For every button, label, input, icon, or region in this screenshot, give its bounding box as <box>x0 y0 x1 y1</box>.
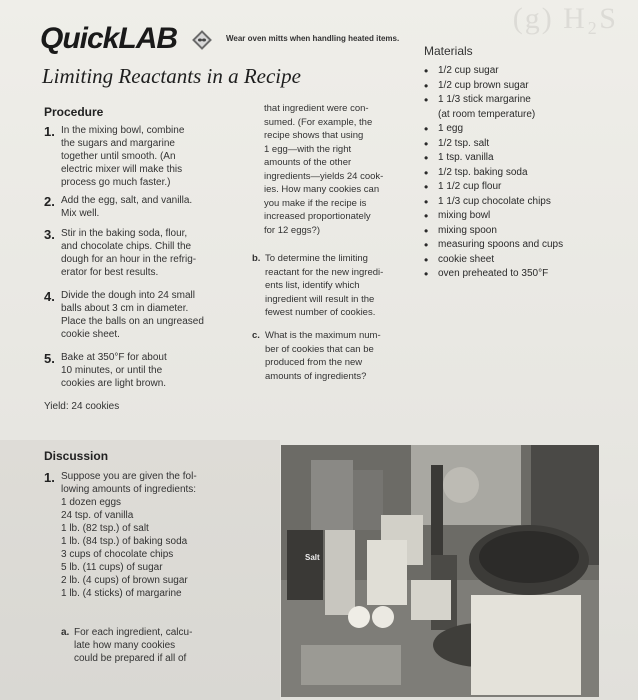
faded-background-text-icon: (g) H₂S <box>512 2 618 35</box>
salt-label: Salt <box>305 553 320 562</box>
safety-goggles-icon <box>192 30 212 50</box>
question-c: c. What is the maximum num- ber of cookies that can be produced from the new amounts of ingredients? <box>252 330 381 382</box>
discussion-question-a: a. For each ingredient, calcu- late how many cookies could be prepared if all of <box>61 627 193 664</box>
procedure-step: 4. Divide the dough into 24 small balls about 3 cm in diameter. Place the balls on an ungreased cookie sheet. <box>44 289 204 340</box>
list-item: • 1/2 cup sugar <box>424 64 563 79</box>
ingredients-photo-icon <box>281 445 599 697</box>
question-b: b. To determine the limiting reactant for the new ingredi- ents list, identify which ingredient will result in the fewest number of cookies. <box>252 253 384 318</box>
yield-text: Yield: 24 cookies <box>44 401 120 412</box>
list-item: • mixing bowl <box>424 209 563 224</box>
procedure-step: 2. Add the egg, salt, and vanilla. Mix well. <box>44 194 193 219</box>
quicklab-logo: QuickLAB <box>40 22 178 55</box>
continued-text: that ingredient were con- sumed. (For example, the recipe shows that using 1 egg—with the right amounts of the other ingredients—yields 24 cook- ies. How many cookies can you make if the recipe is increased proportionately for 12 eggs?) <box>264 103 384 236</box>
list-item: • 1/2 tsp. baking soda <box>424 166 563 181</box>
procedure-heading: Procedure <box>44 105 104 119</box>
discussion-heading: Discussion <box>44 449 109 463</box>
list-item: • 1/2 cup brown sugar <box>424 79 563 94</box>
list-item: • 1 1/3 stick margarine <box>424 93 563 108</box>
procedure-step: 1. In the mixing bowl, combine the sugars and margarine together until smooth. (An electric mixer will make this process go much faster.) <box>44 124 185 188</box>
list-item: • 1 tsp. vanilla <box>424 151 563 166</box>
safety-warning: Wear oven mitts when handling heated items. <box>226 34 400 43</box>
materials-heading: Materials <box>424 44 473 58</box>
list-item-continuation: (at room temperature) <box>438 108 536 120</box>
discussion-question-1: 1. Suppose you are given the fol- lowing amounts of ingredients: 1 dozen eggs 24 tsp. of vanilla 1 lb. (82 tsp.) of salt 1 lb. (84 tsp.) of baking soda 3 cups of chocolate chips 5 lb. (11 cups) of sugar 2 lb. (4 cups) of brown sugar 1 lb. (4 sticks) of margarine <box>44 470 197 599</box>
page-title: Limiting Reactants in a Recipe <box>42 64 301 88</box>
list-item: • 1 1/3 cup chocolate chips <box>424 195 563 210</box>
procedure-step: 3. Stir in the baking soda, flour, and chocolate chips. Chill the dough for an hour in the refrig- erator for best results. <box>44 227 197 278</box>
list-item: • oven preheated to 350°F <box>424 267 563 282</box>
list-item: • 1 egg <box>424 122 563 137</box>
list-item: • 1 1/2 cup flour <box>424 180 563 195</box>
procedure-steps <box>44 124 244 413</box>
list-item: • mixing spoon <box>424 224 563 239</box>
materials-list <box>424 64 563 282</box>
procedure-step: 5. Bake at 350°F for about 10 minutes, or until the cookies are light brown. <box>44 351 167 389</box>
list-item: • 1/2 tsp. salt <box>424 137 563 152</box>
list-item: • measuring spoons and cups <box>424 238 563 253</box>
list-item: • cookie sheet <box>424 253 563 268</box>
